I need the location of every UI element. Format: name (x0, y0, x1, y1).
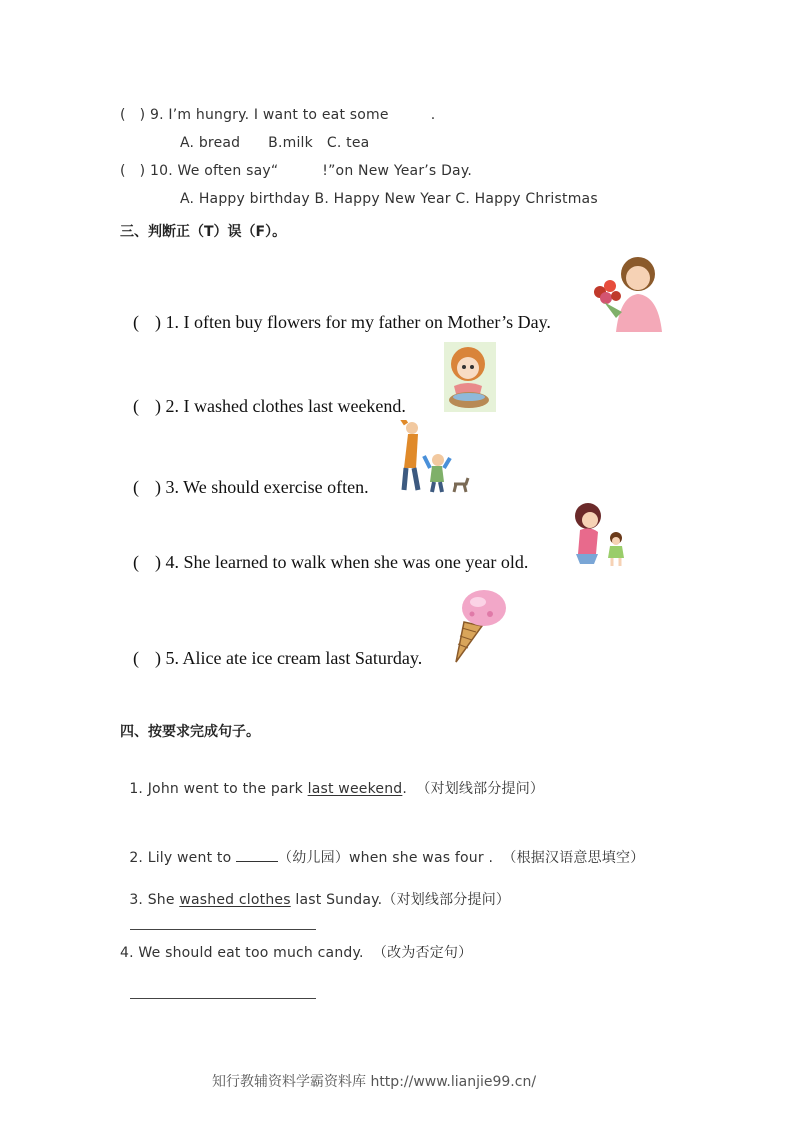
answer-blank[interactable] (236, 861, 278, 862)
question-text: 9. I’m hungry. I want to eat some (150, 107, 389, 123)
question-10 (120, 163, 472, 179)
answer-line-3[interactable] (130, 929, 316, 930)
tf-item-5: ( ) 5. Alice ate ice cream last Saturday. (133, 648, 423, 668)
answer-paren-close: ) (139, 163, 146, 179)
question-end: . (430, 107, 436, 123)
underlined-phrase: last weekend (307, 781, 403, 797)
answer-paren-close: ) (139, 107, 146, 123)
ice-cream-cone-picture (450, 588, 510, 664)
answer-paren-open: ( (120, 107, 126, 123)
tf-item-text: 1. I often buy flowers for my father on Mother’s Day. (165, 312, 551, 332)
girl-washing-clothes-picture (444, 342, 496, 412)
tf-item-text: 2. I washed clothes last weekend. (165, 396, 406, 416)
mother-and-toddler-picture (570, 502, 630, 568)
tf-item-1: ( ) 1. I often buy flowers for my father on Mother’s Day. (133, 312, 551, 332)
tf-item-text: 3. We should exercise often. (165, 477, 369, 497)
question-text-after: !”on New Year’s Day. (322, 163, 472, 179)
question-9-options: A. bread B.milk C. tea (180, 135, 370, 151)
section-4-heading: 四、按要求完成句子。 (120, 724, 260, 740)
section-3-heading: 三、判断正（T）误（F）。 (120, 224, 287, 240)
rewrite-question-3: 3. She washed clothes last Sunday.（对划线部分提问） (129, 892, 511, 908)
tf-item-4: ( ) 4. She learned to walk when she was one year old. (133, 552, 529, 572)
underlined-phrase: washed clothes (179, 892, 291, 908)
rewrite-question-1: 1. John went to the park last weekend. （对划线部分提问） (129, 781, 545, 797)
tf-item-text: 5. Alice ate ice cream last Saturday. (165, 648, 423, 668)
question-text-before: 10. We often say“ (150, 163, 279, 179)
tf-item-3: ( ) 3. We should exercise often. (133, 477, 369, 497)
question-10-options: A. Happy birthday B. Happy New Year C. Happy Christmas (180, 191, 598, 207)
rewrite-question-4: 4. We should eat too much candy. （改为否定句） (120, 945, 473, 961)
tf-item-2: ( ) 2. I washed clothes last weekend. (133, 396, 406, 416)
mother-with-flowers-picture (586, 252, 678, 332)
answer-line-4[interactable] (130, 998, 316, 999)
people-exercising-picture (396, 420, 472, 496)
answer-paren-open: ( (120, 163, 126, 179)
footer-watermark: 知行教辅资料学霸资料库 http://www.lianjie99.cn/ (212, 1074, 537, 1090)
question-9 (120, 107, 435, 123)
tf-item-text: 4. She learned to walk when she was one year old. (165, 552, 529, 572)
rewrite-question-2: 2. Lily went to （幼儿园）when she was four . （根据汉语意思填空） (129, 850, 645, 866)
